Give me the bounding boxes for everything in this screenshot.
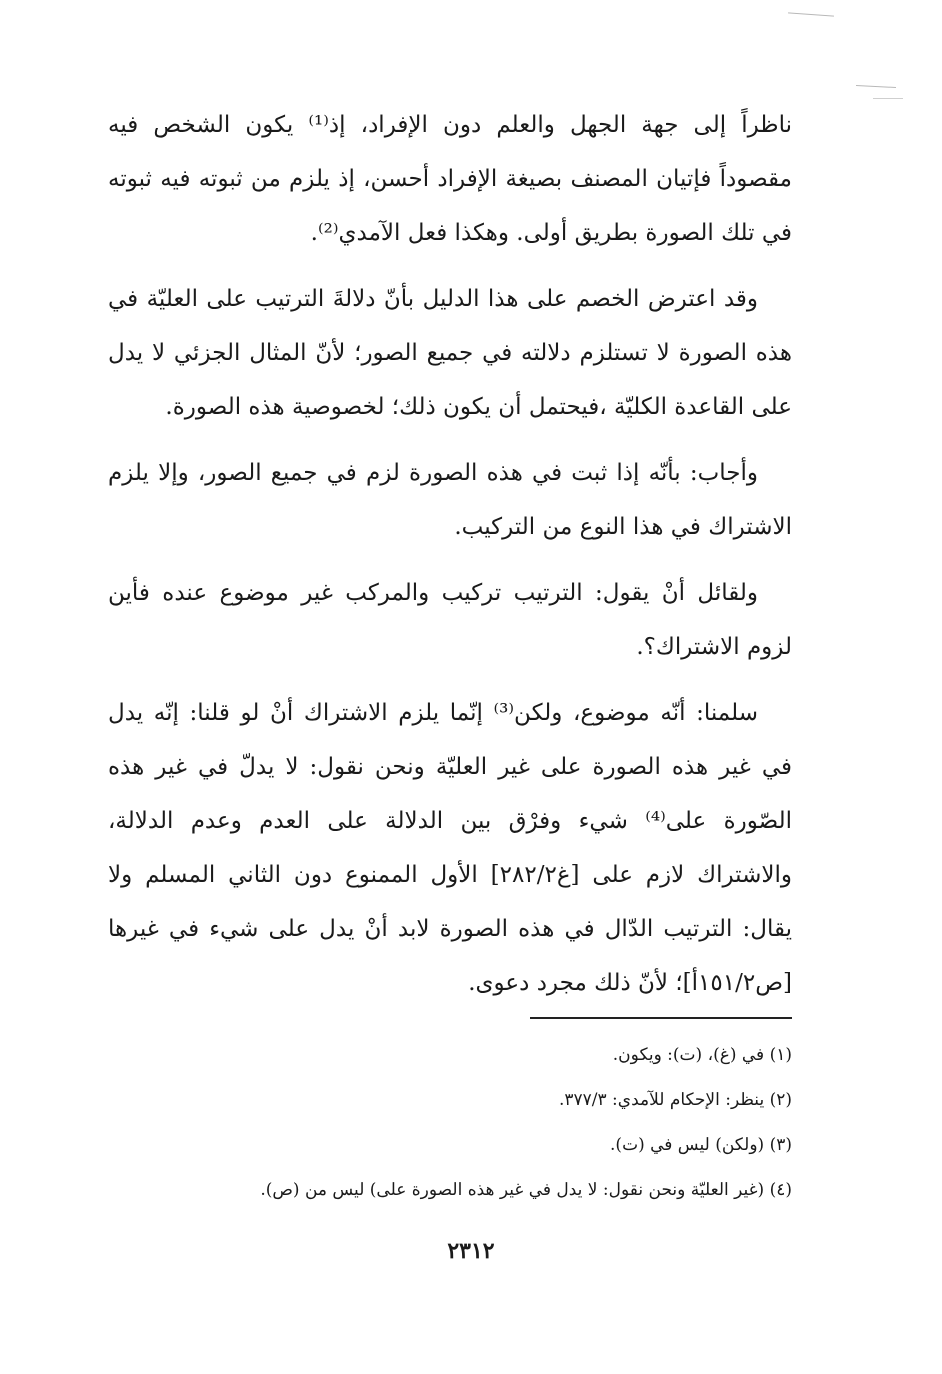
paragraph: وقد اعترض الخصم على هذا الدليل بأنّ دلالةَ الترتيب على العليّة في هذه الصورة لا تستلزم دلالته في جميع الصور؛ لأنّ المثال الجزئي لا يدل على القاعدة الكليّة ،فيحتمل أن يكون ذلك؛ لخصوصية هذه الصورة. — [108, 286, 792, 420]
scan-mark — [788, 12, 834, 16]
paragraph: ولقائل أنْ يقول: الترتيب تركيب والمركب غير موضوع عنده فأين لزوم الاشتراك؟. — [108, 580, 792, 660]
paragraph: ناظراً إلى جهة الجهل والعلم دون الإفراد، إذ⁽¹⁾ يكون الشخص فيه مقصوداً فإتيان المصنف بصيغة الإفراد أحسن، إذ يلزم من ثبوته فيه ثبوته في تلك الصورة بطريق أولى. وهكذا فعل الآمدي⁽²⁾. — [108, 112, 793, 246]
footnotes — [108, 1033, 792, 1213]
scan-mark — [856, 85, 896, 88]
main-text — [108, 98, 792, 1022]
footnote-separator — [530, 1017, 792, 1019]
footnote: (١) في (غ)، (ت): ويكون. — [612, 1045, 792, 1065]
paragraph: وأجاب: بأنّه إذا ثبت في هذه الصورة لزم في جميع الصور، وإلا يلزم الاشتراك في هذا النوع من التركيب. — [108, 460, 792, 540]
footnote: (٤) (غير العليّة ونحن نقول: لا يدل في غير هذه الصورة على) ليس من (ص). — [260, 1180, 792, 1200]
footnote: (٢) ينظر: الإحكام للآمدي: ٣٧٧/٣. — [558, 1090, 792, 1110]
scan-mark — [873, 98, 903, 99]
page-number: ٢٣١٢ — [447, 1238, 495, 1264]
footnote: (٣) (ولكن) ليس في (ت). — [610, 1135, 792, 1155]
paragraph: سلمنا: أنّه موضوع، ولكن⁽³⁾ إنّما يلزم الاشتراك أنْ لو قلنا: إنّه يدل في غير هذه الصورة على غير العليّة ونحن نقول: لا يدلّ في غير هذه الصّورة على⁽⁴⁾ شيء وفرْق بين الدلالة على العدم وعدم الدلالة، والاشتراك لازم على [غ٢٨٢/٢] الأول الممنوع دون الثاني المسلم ولا يقال: الترتيب الدّال في هذه الصورة لابد أنْ يدل على شيء في غيرها [ص١٥١/٢أ]؛ لأنّ ذلك مجرد دعوى. — [108, 700, 793, 996]
